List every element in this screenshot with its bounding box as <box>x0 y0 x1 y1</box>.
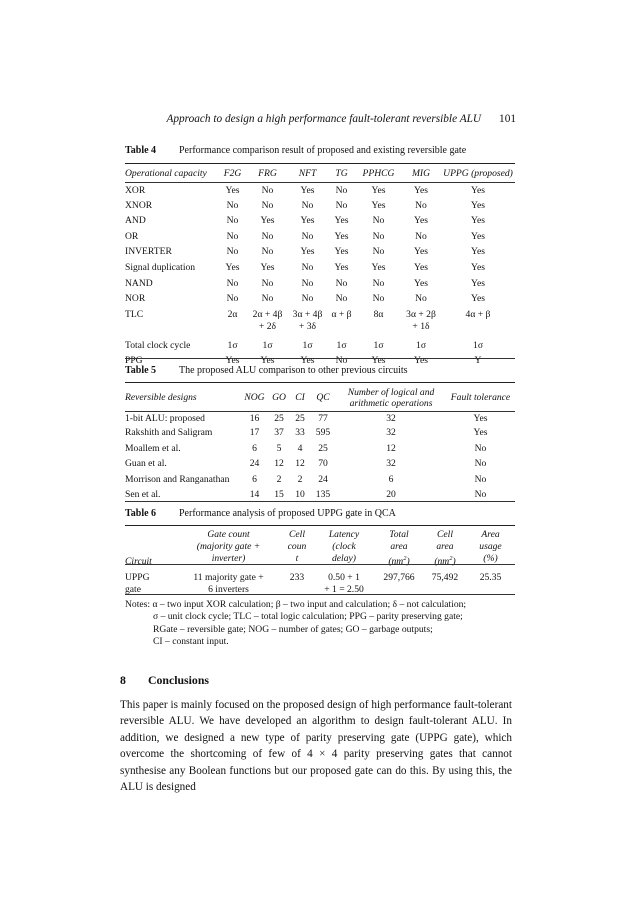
table5-header-rule <box>125 411 515 412</box>
table5-cell: Guan et al. <box>125 458 167 470</box>
section-title: Conclusions <box>148 673 209 687</box>
section-number: 8 <box>120 673 126 687</box>
table4-cell: NOR <box>125 293 146 305</box>
table5-cell: 2 <box>297 473 303 485</box>
table5-cell: 33 <box>295 427 305 439</box>
notes-line-3: RGate – reversible gate; NOG – number of gates; GO – garbage outputs; <box>153 623 433 635</box>
table4-cell: 2α + 4β + 2δ <box>252 308 283 332</box>
table4-cell: No <box>261 246 274 258</box>
table5-cell: 15 <box>274 488 284 500</box>
table5-cell: No <box>474 442 487 454</box>
table-row <box>125 472 515 487</box>
notes-line-1: Notes: α – two input XOR calculation; β – two input and calculation; δ – not calculation; <box>125 599 467 610</box>
table6-header-area-usage: Area usage (%) <box>479 529 502 564</box>
table4-label: Table 4 <box>125 145 157 156</box>
table4-cell: Yes <box>414 246 428 258</box>
table-row <box>125 182 515 198</box>
table5-cell: 77 <box>318 413 328 424</box>
table4-cell: No <box>301 230 314 242</box>
table5 <box>125 385 515 502</box>
table-row <box>125 568 515 596</box>
section-heading <box>120 673 209 688</box>
table4-cell: No <box>372 277 385 289</box>
table5-cell: 12 <box>274 458 284 470</box>
table5-cell: 6 <box>252 442 257 454</box>
table5-cell: 10 <box>295 488 305 500</box>
table5-header-cell: Reversible designs <box>125 391 197 403</box>
table4-header-cell: F2G <box>223 168 242 179</box>
running-head <box>120 113 516 129</box>
table4-cell: Yes <box>414 277 428 289</box>
table4-cell: No <box>261 185 274 196</box>
table4-cell: Signal duplication <box>125 261 196 273</box>
table4-cell: Yes <box>414 215 428 227</box>
table-row <box>125 260 515 276</box>
table5-cell: 24 <box>318 473 328 485</box>
table5-header-cell: Number of logical and arithmetic operations <box>347 386 435 409</box>
table5-cell: 135 <box>315 488 331 500</box>
table4-cell: No <box>301 293 314 305</box>
table5-cell: 2 <box>276 473 282 485</box>
table4-cell: No <box>335 293 348 305</box>
table4-cell: Yes <box>334 215 349 227</box>
running-head-title: Approach to design a high performance fault-tolerant reversible ALU <box>166 113 482 125</box>
table5-cell: 32 <box>386 458 396 470</box>
table6-cell-latency: 0.50 + 1 + 1 = 2.50 <box>324 572 364 596</box>
table5-cell: 1-bit ALU: proposed <box>125 413 205 424</box>
table4-bottom-rule <box>125 358 515 359</box>
table4-cell: No <box>226 293 239 305</box>
table4-cell: Yes <box>471 215 485 227</box>
table4-cell: NAND <box>125 277 153 289</box>
table4 <box>125 166 515 369</box>
table4-top-rule <box>125 163 515 164</box>
table4-cell: 2α <box>227 308 238 320</box>
table5-cell: Sen et al. <box>125 488 161 500</box>
table4-body <box>125 182 515 369</box>
table4-cell: No <box>261 199 274 211</box>
table6-cell-circuit: UPPG gate <box>125 572 150 596</box>
table5-body <box>125 410 515 502</box>
table5-cell: 12 <box>295 458 305 470</box>
table4-cell: Yes <box>471 293 485 305</box>
table6-cell-area-usage: 25.35 <box>479 572 502 584</box>
table5-header-row <box>125 385 515 410</box>
table6-header-circuit: Circuit <box>125 556 152 568</box>
table5-cell: Moallem et al. <box>125 442 181 454</box>
table5-cell: No <box>474 488 487 500</box>
table4-header-cell: MIG <box>411 168 431 179</box>
table4-cell: Yes <box>300 185 315 196</box>
table4-cell: Yes <box>371 185 386 196</box>
notes-line-4: CI – constant input. <box>153 636 229 648</box>
table4-cell: Y <box>474 355 482 367</box>
table4-cell: No <box>335 355 348 367</box>
table4-cell: Yes <box>471 199 485 211</box>
table4-cell: No <box>261 293 274 305</box>
table4-cell: Yes <box>471 277 485 289</box>
table4-cell: Yes <box>371 199 386 211</box>
table4-cell: Yes <box>414 355 428 367</box>
table4-cell: No <box>301 261 314 273</box>
table4-cell: Yes <box>260 215 275 227</box>
table5-cell: Rakshith and Saligram <box>125 427 213 439</box>
table4-cell: Yes <box>471 185 485 196</box>
table4-cell: No <box>335 185 348 196</box>
table4-cell: No <box>335 199 348 211</box>
table4-cell: Yes <box>225 261 240 273</box>
table4-cell: No <box>301 277 314 289</box>
table6-header-total-area-sup: 2 <box>403 555 407 562</box>
table4-cell: No <box>415 230 427 242</box>
table5-top-rule <box>125 382 515 383</box>
table5-cell: 4 <box>297 442 303 454</box>
table5-header-cell: CI <box>295 391 305 403</box>
table4-cell: No <box>226 215 239 227</box>
table4-cell: No <box>226 277 239 289</box>
table4-cell: 3α + 2β + 1δ <box>406 308 436 332</box>
table4-cell: Yes <box>300 355 315 367</box>
table5-cell: 70 <box>318 458 328 470</box>
table4-cell: Yes <box>300 246 315 258</box>
table6-bottom-rule <box>125 594 515 595</box>
table5-caption <box>125 365 408 376</box>
table4-cell: No <box>226 199 239 211</box>
table-row <box>125 229 515 245</box>
table6-header-cell-count: Cell coun t <box>287 529 307 564</box>
table4-cell: 3α + 4β + 3δ <box>292 308 323 332</box>
table4-header-cell: UPPG (proposed) <box>443 168 513 179</box>
table4-cell: PPG <box>125 355 143 367</box>
table-row <box>125 410 515 425</box>
table5-cell: 20 <box>386 488 396 500</box>
table4-cell: No <box>261 230 274 242</box>
table5-cell: 16 <box>249 413 260 424</box>
table5-cell: 32 <box>386 427 396 439</box>
table6-header-total-area-close: ) <box>406 556 410 568</box>
table4-cell: 1σ <box>473 339 483 351</box>
table4-cell: 1σ <box>336 339 347 351</box>
table5-cell: 25 <box>274 413 284 424</box>
table-notes <box>125 599 525 649</box>
table5-cell: 17 <box>249 427 260 439</box>
table4-cell: AND <box>125 215 146 227</box>
table4-cell: Total clock cycle <box>125 339 191 351</box>
table-row <box>125 456 515 471</box>
table6-top-rule <box>125 525 515 526</box>
table-row <box>125 441 515 456</box>
table5-cell: 12 <box>386 442 396 454</box>
table4-cell: XNOR <box>125 199 153 211</box>
table6-header-gate-count: Gate count (majority gate + inverter) <box>196 529 261 564</box>
table4-cell: 1σ <box>227 339 238 351</box>
page-number: 101 <box>499 113 516 125</box>
table4-cell: No <box>261 277 274 289</box>
table5-cell: No <box>474 473 487 485</box>
table4-cell: Yes <box>225 185 240 196</box>
table4-header-cell: NFT <box>298 168 317 179</box>
table5-label: Table 5 <box>125 365 157 376</box>
table5-cell: Morrison and Ranganathan <box>125 473 230 485</box>
table5-header-cell: Fault tolerance <box>450 391 511 403</box>
table5-cell: 25 <box>318 442 328 454</box>
table6 <box>125 529 515 596</box>
table4-cell: Yes <box>371 261 386 273</box>
table4-cell: Yes <box>414 261 428 273</box>
table5-cell: 14 <box>249 488 260 500</box>
table6-label: Table 6 <box>125 508 157 519</box>
table4-cell: 1σ <box>302 339 313 351</box>
table4-cell: 1σ <box>373 339 384 351</box>
table4-cell: Yes <box>260 261 275 273</box>
table4-cell: No <box>226 246 239 258</box>
table5-cell: 25 <box>295 413 305 424</box>
table6-header-row <box>125 529 515 568</box>
table4-cell: No <box>372 230 385 242</box>
table6-caption-text: Performance analysis of proposed UPPG gate in QCA <box>179 508 396 519</box>
table5-cell: No <box>474 458 487 470</box>
table4-cell: TLC <box>125 308 144 320</box>
table4-cell: α + β <box>331 308 352 320</box>
table5-header-cell: QC <box>316 391 330 403</box>
table-row <box>125 338 515 354</box>
table4-cell: INVERTER <box>125 246 172 258</box>
section-paragraph: This paper is mainly focused on the proposed design of high performance fault-tolerant reversible ALU. We have developed an algorithm to design fault-tolerant ALU. In addition, we designed a new type of parity preserving gate (UPPG gate), which overcome the shortcoming of few of 4 × 4 parity preserving gates that cannot synthesise any Boolean functions but our proposed gate can do this. By using this, the ALU is designed <box>120 699 512 794</box>
table4-cell: 4α + β <box>465 308 491 320</box>
table6-header-cell-area-text: Cell area (nm <box>434 529 454 568</box>
table6-cell-cell-area: 75,492 <box>431 572 459 584</box>
table4-cell: Yes <box>225 355 240 367</box>
table4-cell: No <box>372 215 385 227</box>
table4-cell: No <box>335 277 348 289</box>
table4-header-cell: Operational capacity <box>125 168 207 179</box>
table4-header-cell: PPHCG <box>362 168 395 179</box>
table4-cell: No <box>372 293 385 305</box>
table4-cell: Yes <box>471 246 485 258</box>
table4-header-row <box>125 166 515 182</box>
table5-cell: Yes <box>473 413 488 424</box>
table4-cell: No <box>372 246 385 258</box>
table4-cell: Yes <box>334 246 349 258</box>
table4-cell: No <box>226 230 239 242</box>
table4-caption-text: Performance comparison result of proposed and existing reversible gate <box>179 145 467 156</box>
table4-caption <box>125 145 466 156</box>
table5-bottom-rule <box>125 501 515 502</box>
table4-cell: 1σ <box>262 339 273 351</box>
table5-cell: 595 <box>315 427 331 439</box>
table5-header-cell: GO <box>272 391 286 403</box>
table6-header-total-area <box>374 529 424 568</box>
table-row <box>125 425 515 440</box>
table4-header-rule <box>125 182 515 183</box>
table6-header-cell-area <box>424 529 466 568</box>
table-row <box>125 198 515 214</box>
table4-cell: 1σ <box>416 339 426 351</box>
table4-cell: Yes <box>414 185 428 196</box>
table6-header-cell-area-sup: 2 <box>449 555 453 562</box>
table4-cell: No <box>301 199 314 211</box>
table5-cell: 24 <box>249 458 260 470</box>
table4-cell: No <box>415 199 427 211</box>
table-row <box>125 291 515 307</box>
table6-header-cell-area-close: ) <box>452 556 456 568</box>
table6-caption <box>125 508 396 519</box>
table-row <box>125 213 515 229</box>
table4-cell: Yes <box>260 355 275 367</box>
table4-cell: Yes <box>300 215 315 227</box>
table-row <box>125 244 515 260</box>
table4-cell: Yes <box>471 261 485 273</box>
table5-cell: 6 <box>388 473 394 485</box>
table6-cell-cell-count: 233 <box>289 572 305 584</box>
notes-line-2: σ – unit clock cycle; TLC – total logic calculation; PPG – parity preserving gate; <box>153 611 463 623</box>
table4-cell: No <box>415 293 427 305</box>
table6-header-latency: Latency (clock delay) <box>328 529 360 564</box>
table-row <box>125 276 515 292</box>
table5-cell: Yes <box>473 427 488 439</box>
table5-cell: 32 <box>386 413 396 424</box>
table5-header-cell: NOG <box>244 391 265 403</box>
table4-cell: Yes <box>334 261 349 273</box>
table5-cell: 37 <box>274 427 284 439</box>
table5-cell: 5 <box>276 442 282 454</box>
table6-cell-total-area: 297,766 <box>383 572 415 584</box>
table5-cell: 6 <box>252 473 257 485</box>
table4-header-cell: TG <box>335 168 348 179</box>
table4-header-cell: FRG <box>258 168 277 179</box>
table6-cell-gate-count: 11 majority gate + 6 inverters <box>193 572 264 596</box>
table4-cell: XOR <box>125 185 146 196</box>
table4-cell: 8α <box>373 308 384 320</box>
table4-cell: Yes <box>371 355 386 367</box>
table-row <box>125 307 515 338</box>
table4-cell: Yes <box>471 230 485 242</box>
table6-header-total-area-text: Total area (nm <box>388 529 409 568</box>
table4-cell: OR <box>125 230 139 242</box>
table5-caption-text: The proposed ALU comparison to other previous circuits <box>179 365 408 376</box>
table4-cell: Yes <box>334 230 349 242</box>
table6-header-rule <box>125 564 515 565</box>
